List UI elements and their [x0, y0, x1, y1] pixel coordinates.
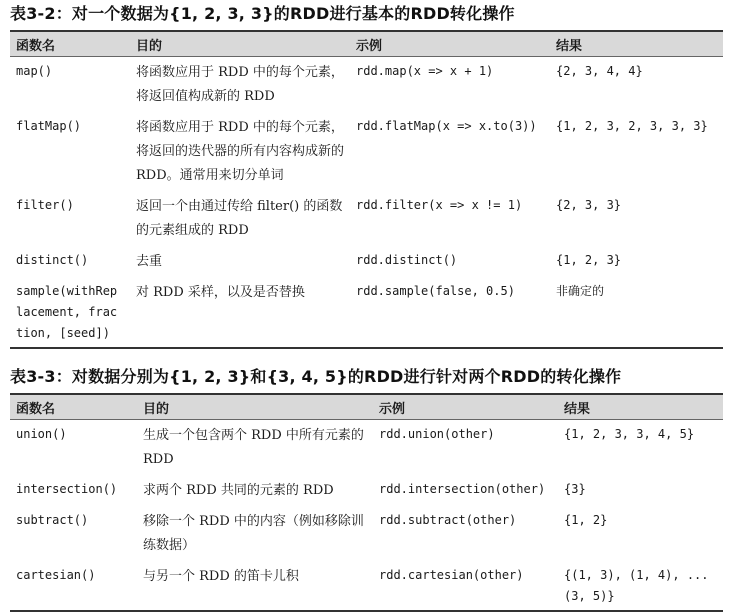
function-example: rdd.sample(false, 0.5) — [350, 277, 550, 348]
table-row — [10, 112, 723, 191]
function-result: {3} — [564, 482, 586, 496]
table-row — [10, 420, 723, 476]
header-function: 函数名 — [10, 31, 130, 57]
function-example: rdd.map(x => x + 1) — [356, 64, 494, 78]
table-row — [10, 277, 723, 348]
table-row — [10, 57, 723, 113]
function-result: {1, 2, 3, 2, 3, 3, 3} — [556, 119, 708, 133]
function-example: rdd.cartesian(other) — [373, 561, 558, 611]
function-example: rdd.distinct() — [356, 253, 458, 267]
function-purpose: 对 RDD 采样，以及是否替换 — [130, 277, 350, 348]
function-result: {2, 3, 3} — [556, 198, 622, 212]
function-purpose: 将函数应用于 RDD 中的每个元素，将返回值构成新的 RDD — [136, 65, 344, 104]
function-name: sample(withReplacement, fraction, [seed]) — [10, 277, 130, 348]
header-example: 示例 — [373, 394, 558, 420]
table-caption: 表3-3：对数据分别为{1, 2, 3}和{3, 4, 5}的RDD进行针对两个RDD的转化操作 — [10, 367, 622, 386]
header-result: 结果 — [550, 31, 723, 57]
function-result: 非确定的 — [550, 277, 723, 348]
table-row — [10, 475, 723, 506]
header-purpose: 目的 — [137, 394, 373, 420]
rdd-pair-transformations-table — [10, 393, 723, 612]
header-purpose: 目的 — [130, 31, 350, 57]
function-example: rdd.intersection(other) — [379, 482, 546, 496]
function-purpose: 生成一个包含两个 RDD 中所有元素的 RDD — [143, 428, 364, 467]
table-row — [10, 246, 723, 277]
function-name: distinct() — [16, 253, 89, 267]
function-purpose: 移除一个 RDD 中的内容（例如移除训练数据） — [143, 514, 364, 553]
rdd-basic-transformations-table — [10, 30, 723, 349]
function-example: rdd.flatMap(x => x.to(3)) — [356, 119, 537, 133]
table-header-row — [10, 31, 723, 57]
function-result: {2, 3, 4, 4} — [556, 64, 643, 78]
function-name: flatMap() — [16, 119, 82, 133]
function-purpose: 去重 — [136, 254, 163, 269]
function-purpose: 返回一个由通过传给 filter() 的函数的元素组成的 RDD — [136, 199, 343, 238]
function-example: rdd.subtract(other) — [379, 513, 517, 527]
function-purpose: 求两个 RDD 共同的元素的 RDD — [143, 483, 334, 498]
function-purpose: 将函数应用于 RDD 中的每个元素，将返回的迭代器的所有内容构成新的 RDD。通常用来切分单词 — [136, 120, 345, 183]
function-name: filter() — [16, 198, 74, 212]
function-name: intersection() — [16, 482, 118, 496]
function-name: union() — [16, 427, 67, 441]
function-result: {1, 2, 3} — [556, 253, 622, 267]
function-result: {1, 2} — [564, 513, 608, 527]
function-name: subtract() — [16, 513, 89, 527]
header-function: 函数名 — [10, 394, 137, 420]
header-result: 结果 — [558, 394, 723, 420]
function-example: rdd.union(other) — [379, 427, 495, 441]
function-result: {(1, 3), (1, 4), ... (3, 5)} — [558, 561, 723, 611]
header-example: 示例 — [350, 31, 550, 57]
table-row — [10, 506, 723, 561]
function-example: rdd.filter(x => x != 1) — [356, 198, 523, 212]
table-row — [10, 561, 723, 611]
function-name: map() — [16, 64, 53, 78]
function-purpose: 与另一个 RDD 的笛卡儿积 — [137, 561, 373, 611]
function-name: cartesian() — [10, 561, 137, 611]
table-caption: 表3-2：对一个数据为{1, 2, 3, 3}的RDD进行基本的RDD转化操作 — [10, 4, 515, 23]
table-row — [10, 191, 723, 246]
table-header-row — [10, 394, 723, 420]
function-result: {1, 2, 3, 3, 4, 5} — [564, 427, 695, 441]
